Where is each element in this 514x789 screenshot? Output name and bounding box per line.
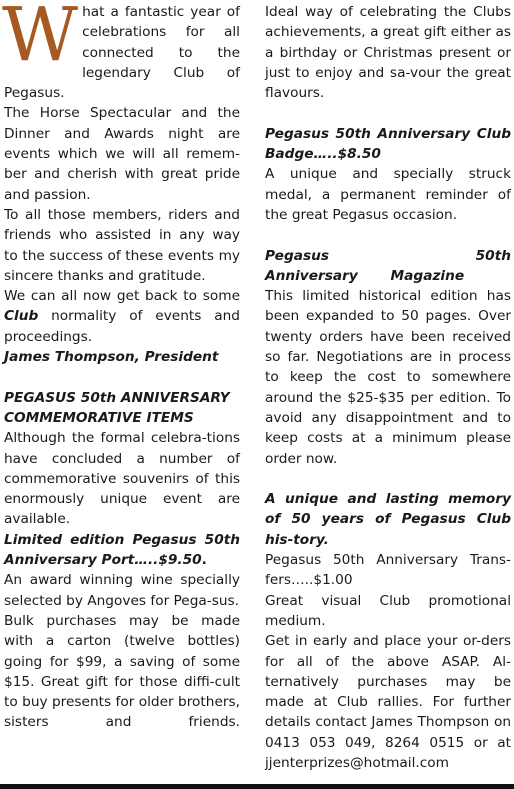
spacer: [4, 367, 240, 387]
promo-text: Great visual Club promotional medium.: [265, 592, 511, 629]
souvenirs-paragraph: Although the formal celebra-tions have concluded a number of commemorative souvenirs of this enormously unique event are available.: [4, 430, 240, 528]
badge-description: A unique and specially struck medal, a permanent reminder of the great Pegasus occasion.: [265, 166, 511, 223]
bottom-rule: [0, 784, 514, 789]
drop-cap: W: [2, 0, 79, 78]
president-signature: James Thompson, President: [4, 349, 219, 366]
club-emphasis: Club: [4, 308, 39, 325]
port-description: An award winning wine specially selected by Angoves for Pega-sus.: [4, 572, 240, 609]
right-column: [265, 2, 511, 773]
contact-text[interactable]: Get in early and place your or-ders for all of the above ASAP. Al-ternatively purchases may be made at Club rallies. For further details contact James Thompson on 0413 053 049, 8264 0515 or at jjenterprizes@hotmail.com: [265, 633, 511, 771]
port-gift-paragraph: Ideal way of celebrating the Clubs achievements, a great gift either as a birthday or Christmas present or just to enjoy and sa-vour the great flavours.: [265, 4, 511, 102]
intro-paragraph: [4, 2, 240, 103]
memory-title-text: A unique and lasting memory of 50 years of Pegasus Club his-tory: [265, 491, 511, 548]
normality-text-end: normality of events and proceedings.: [4, 308, 240, 345]
magazine-description: This limited historical edition has been expanded to 50 pages. Over twenty orders have been received so far. Negotiations are in process to keep the cost to somewhere around the $25-$35 per edition. To avoid any disappointment and to keep costs at a minimum please order now.: [265, 288, 511, 467]
magazine-title: Pegasus 50th Anniversary Magazine: [265, 247, 511, 284]
badge-title: Pegasus 50th Anniversary Club Badge…..$8.50: [265, 125, 511, 163]
intro-text: hat a fantastic year of celebrations for all connected to the legendary Club of Pegasus.: [4, 4, 240, 102]
normality-paragraph: [4, 286, 240, 347]
spacer: [265, 469, 511, 489]
spacer: [265, 225, 511, 245]
port-title-period: .: [201, 552, 207, 569]
port-bulk-paragraph: Bulk purchases may be made with a carton (twelve bottles) going for $99, a saving of some $15. Great gift for those diffi-cult to buy presents for older brothers, sisters and friends.: [4, 612, 240, 731]
memory-title-period: .: [323, 531, 329, 548]
contact-paragraph: [265, 631, 511, 773]
port-title-text: Limited edition Pegasus 50th Anniversary Port…..$9.50: [4, 531, 240, 569]
left-column: [4, 2, 240, 733]
normality-text-start: We can all now get back to some: [4, 288, 240, 305]
items-heading: PEGASUS 50th ANNIVERSARY COMMEMORATIVE ITEMS: [4, 389, 230, 426]
memory-title: [265, 489, 511, 550]
events-paragraph: The Horse Spectacular and the Dinner and Awards night are events which we will all remem-ber and cherish with great pride and passion.: [4, 105, 240, 203]
transfers-item: Pegasus 50th Anniversary Trans-fers…..$1.00: [265, 552, 511, 589]
spacer: [265, 103, 511, 123]
thanks-paragraph: To all those members, riders and friends who assisted in any way to the success of these events my sincere thanks and gratitude.: [4, 206, 240, 284]
port-title: [4, 530, 240, 571]
